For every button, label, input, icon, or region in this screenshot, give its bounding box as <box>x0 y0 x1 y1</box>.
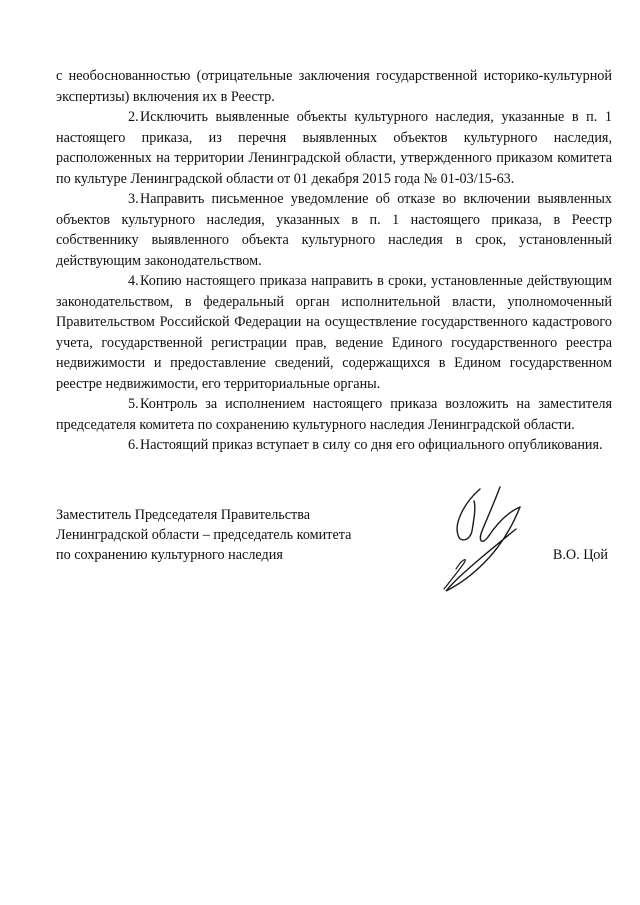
paragraph-2 <box>56 107 612 189</box>
position-line: Заместитель Председателя Правительства <box>56 507 311 523</box>
paragraph-4 <box>56 271 612 394</box>
paragraph-number: 4. <box>128 273 139 289</box>
signature-block <box>56 505 612 565</box>
paragraph-6 <box>56 435 612 456</box>
handwritten-signature <box>424 483 564 595</box>
paragraph-text: с необоснованностью (отрицательные заключения государственной историко-культурной экспертизы) включения их в Реестр. <box>56 68 612 105</box>
paragraph-text: Копию настоящего приказа направить в сроки, установленные действующим законодательством, в федеральный орган исполнительной власти, уполномоченный Правительством Российской Федерации на осуществление государственного кадастрового учета, государственной регистрации прав, ведение Единого государственного реестра недвижимости и предоставление сведений, содержащихся в Едином государственном реестре недвижимости, его территориальные органы. <box>56 273 612 392</box>
paragraph-continuation <box>56 66 612 107</box>
paragraph-number: 6. <box>128 437 139 453</box>
paragraph-text: Направить письменное уведомление об отказе во включении выявленных объектов культурного наследия, указанных в п. 1 настоящего приказа, в Реестр собственнику выявленного объекта культурного наследия в срок, установленный действующим законодательством. <box>56 191 612 269</box>
paragraph-text: Контроль за исполнением настоящего приказа возложить на заместителя председателя комитета по сохранению культурного наследия Ленинградской области. <box>56 396 612 433</box>
paragraph-text: Настоящий приказ вступает в силу со дня его официального опубликования. <box>140 437 603 453</box>
signatory-position <box>56 505 351 565</box>
signature-stroke <box>480 487 520 541</box>
paragraph-3 <box>56 189 612 271</box>
signatory-name: В.О. Цой <box>552 547 608 563</box>
signature-stroke <box>457 489 480 540</box>
position-line: Ленинградской области – председатель комитета <box>56 527 352 543</box>
paragraph-number: 5. <box>128 396 139 412</box>
document-body <box>56 66 612 456</box>
paragraph-number: 3. <box>128 191 139 207</box>
paragraph-number: 2. <box>128 109 139 125</box>
signature-stroke <box>446 507 520 591</box>
paragraph-text: Исключить выявленные объекты культурного наследия, указанные в п. 1 настоящего приказа, из перечня выявленных объектов культурного наследия, расположенных на территории Ленинградской области, утвержденного приказом комитета по культуре Ленинградской области от 01 декабря 2015 года № 01-03/15-63. <box>56 109 612 187</box>
paragraph-5 <box>56 394 612 435</box>
position-line: по сохранению культурного наследия <box>56 547 283 563</box>
